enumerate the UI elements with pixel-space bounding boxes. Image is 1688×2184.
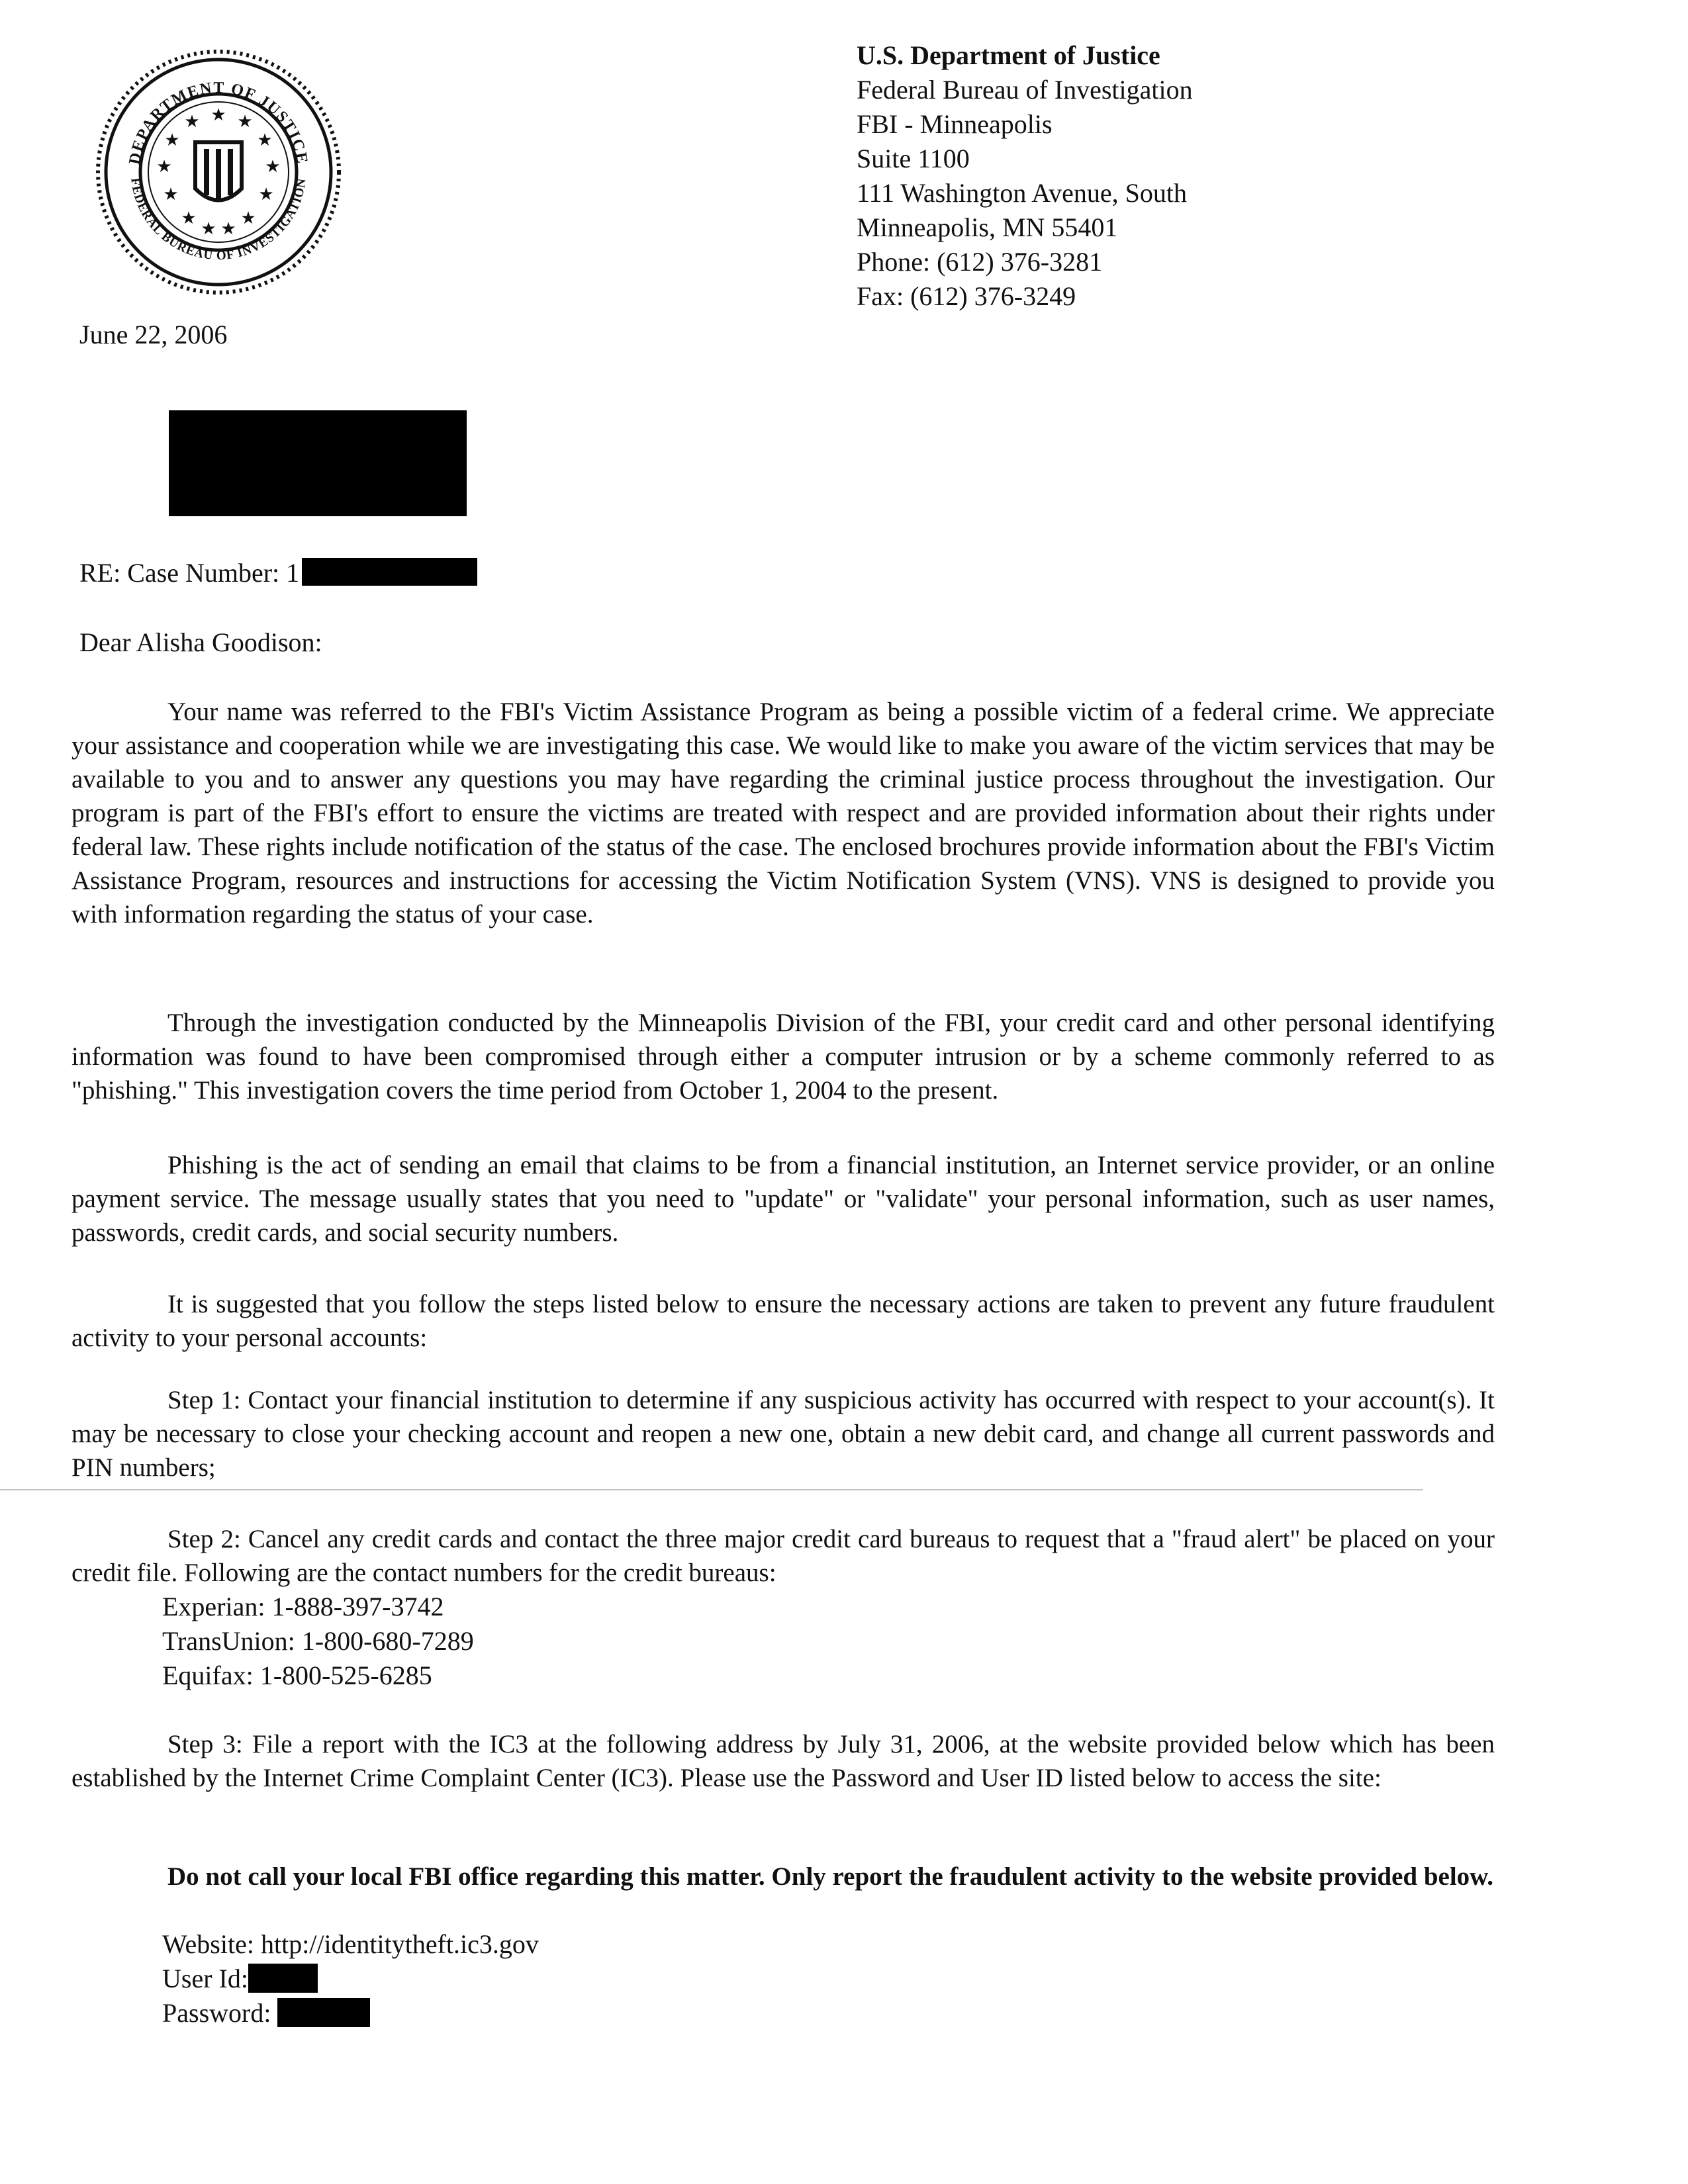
paragraph-text: Your name was referred to the FBI's Victim Assistance Program as being a possible victim of a federal crime. We appreciate your assistance and cooperation while we are investigating this case. We would like to make you aware of the victim services that may be available to you and to answer any questions you may have regarding the criminal justice process throughout the investigation. Our program is part of the FBI's effort to ensure the victims are treated with respect and are provided information about their rights under federal law. These rights include notification of the status of the case. The enclosed brochures provide information about the FBI's Victim Assistance Program, resources and instructions for accessing the Victim Notification System (VNS). VNS is designed to provide you with information regarding the status of your case.	[71, 698, 1495, 929]
step-text: Step 3: File a report with the IC3 at the following address by July 31, 2006, at the website provided below which has been established by the Internet Crime Complaint Center (IC3). Please use the Password and User ID listed below to access the site:	[71, 1730, 1495, 1792]
phone-number: Phone: (612) 376-3281	[857, 247, 1103, 277]
step-text: Step 2: Cancel any credit cards and contact the three major credit card bureaus to request that a "fraud alert" be placed on your credit file. Following are the contact numbers for the credit bureaus:	[71, 1525, 1495, 1587]
bureau-experian: Experian: 1-888-397-3742	[162, 1592, 444, 1621]
password-label: Password:	[162, 1998, 271, 2028]
paragraph-suggested-steps	[71, 1287, 1495, 1355]
credit-bureau-list	[162, 1590, 474, 1693]
step-2	[71, 1522, 1495, 1590]
paragraph-investigation	[71, 1006, 1495, 1107]
svg-text:★: ★	[181, 208, 197, 228]
city-state-zip: Minneapolis, MN 55401	[857, 212, 1118, 242]
paragraph-victim-assistance	[71, 695, 1495, 931]
case-number-label: RE: Case Number: 1	[79, 558, 300, 588]
svg-text:★: ★	[156, 157, 172, 177]
street-address: 111 Washington Avenue, South	[857, 178, 1187, 208]
svg-text:★: ★	[257, 130, 273, 150]
user-id-label: User Id:	[162, 1964, 248, 1993]
website-line: Website: http://identitytheft.ic3.gov	[162, 1929, 539, 1959]
svg-text:★: ★	[163, 185, 179, 205]
svg-text:★: ★	[258, 185, 274, 205]
field-office: FBI - Minneapolis	[857, 109, 1053, 139]
svg-text:★: ★	[164, 130, 180, 150]
department-name: U.S. Department of Justice	[857, 40, 1160, 70]
svg-text:★: ★	[184, 112, 200, 132]
fax-number: Fax: (612) 376-3249	[857, 281, 1076, 311]
user-id-line	[162, 1962, 539, 1996]
bureau-name: Federal Bureau of Investigation	[857, 75, 1193, 105]
fbi-seal-icon	[93, 46, 344, 298]
paragraph-text: Through the investigation conducted by the Minneapolis Division of the FBI, your credit card and other personal identifying information was found to have been compromised through either a computer intrusion or by a scheme commonly referred to as "phishing." This investigation covers the time period from October 1, 2004 to the present.	[71, 1009, 1495, 1105]
warning-text: Do not call your local FBI office regarding this matter. Only report the fraudulent activity to the website provided below.	[167, 1862, 1493, 1891]
svg-text:★: ★	[237, 112, 253, 132]
suite: Suite 1100	[857, 144, 970, 173]
paragraph-text: It is suggested that you follow the steps listed below to ensure the necessary actions are taken to prevent any future fraudulent activity to your personal accounts:	[71, 1290, 1495, 1352]
svg-text:FEDERAL BUREAU OF INVESTIGATIO: FEDERAL BUREAU OF INVESTIGATION	[128, 177, 309, 263]
warning-notice	[71, 1860, 1495, 1893]
access-credentials	[162, 1927, 539, 2030]
redacted-user-id	[248, 1964, 318, 1993]
step-1	[71, 1383, 1495, 1484]
svg-text:★: ★	[211, 105, 226, 125]
letter-date: June 22, 2006	[79, 320, 228, 349]
case-reference	[79, 556, 477, 590]
salutation: Dear Alisha Goodison:	[79, 627, 322, 657]
bureau-transunion: TransUnion: 1-800-680-7289	[162, 1626, 474, 1656]
paragraph-phishing	[71, 1148, 1495, 1250]
svg-text:DEPARTMENT OF JUSTICE: DEPARTMENT OF JUSTICE	[126, 79, 311, 166]
svg-text:★: ★	[201, 219, 216, 239]
bureau-equifax: Equifax: 1-800-525-6285	[162, 1661, 432, 1690]
letterhead	[857, 38, 1618, 314]
scan-artifact-line	[0, 1489, 1423, 1490]
svg-text:★: ★	[240, 208, 256, 228]
password-line	[162, 1996, 539, 2030]
svg-text:★: ★	[220, 219, 236, 239]
paragraph-text: Phishing is the act of sending an email that claims to be from a financial institution, an Internet service provider, or an online payment service. The message usually states that you need to "update" or "validate" your personal information, such as user names, passwords, credit cards, and social security numbers.	[71, 1151, 1495, 1247]
redacted-recipient-block	[169, 410, 467, 516]
svg-text:★: ★	[265, 157, 281, 177]
step-text: Step 1: Contact your financial institution to determine if any suspicious activity has occurred with respect to your account(s). It may be necessary to close your checking account and reopen a new one, obtain a new debit card, and change all current passwords and PIN numbers;	[71, 1386, 1495, 1482]
step-3	[71, 1727, 1495, 1795]
redacted-case-number	[302, 558, 477, 586]
redacted-password	[277, 1998, 370, 2027]
